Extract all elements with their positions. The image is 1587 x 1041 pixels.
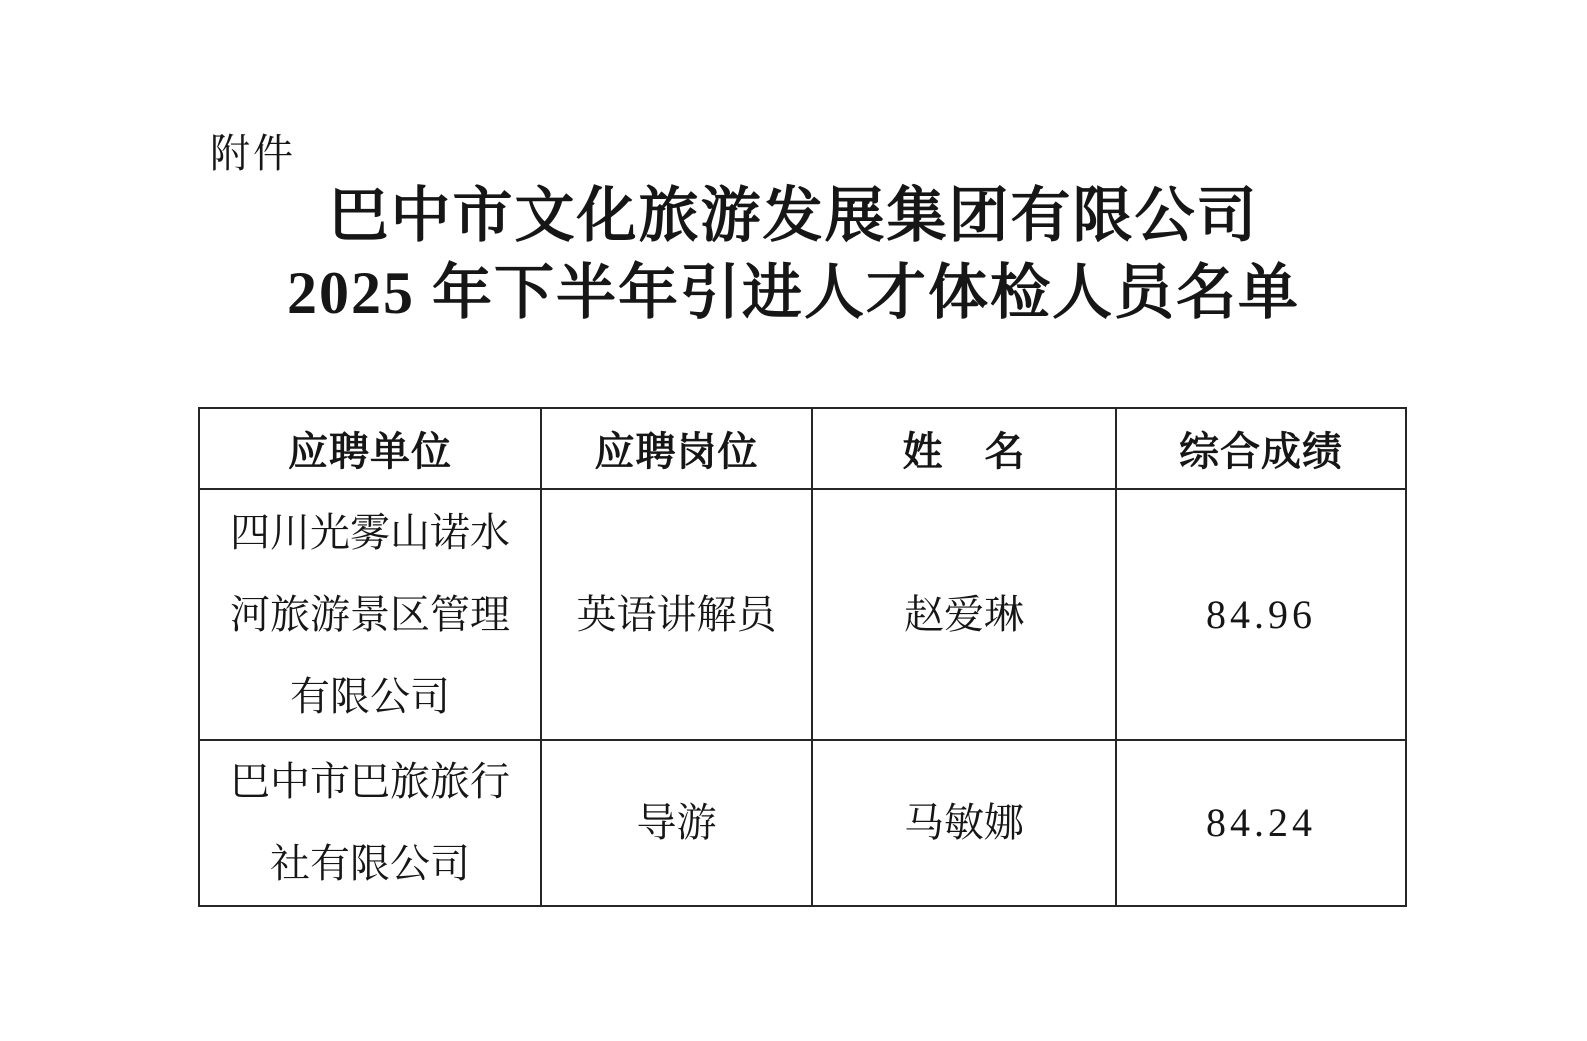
table-header-row — [199, 408, 1406, 489]
cell-unit: 四川光雾山诺水河旅游景区管理有限公司 — [199, 489, 541, 740]
cell-unit: 巴中市巴旅旅行社有限公司 — [199, 740, 541, 906]
cell-position: 导游 — [541, 740, 812, 906]
cell-score: 84.96 — [1116, 489, 1406, 740]
attachment-label: 附件 — [210, 132, 296, 176]
cell-score: 84.24 — [1116, 740, 1406, 906]
cell-name: 马敏娜 — [812, 740, 1116, 906]
cell-name: 赵爱琳 — [812, 489, 1116, 740]
column-header-unit: 应聘单位 — [199, 408, 541, 489]
table-row — [199, 740, 1406, 906]
column-header-score: 综合成绩 — [1116, 408, 1406, 489]
document-title-line-1: 巴中市文化旅游发展集团有限公司 — [328, 183, 1259, 249]
candidates-table — [198, 407, 1407, 907]
cell-position: 英语讲解员 — [541, 489, 812, 740]
document-title — [0, 178, 1587, 332]
document-title-line-2: 2025 年下半年引进人才体检人员名单 — [287, 260, 1300, 326]
column-header-position: 应聘岗位 — [541, 408, 812, 489]
table-row — [199, 489, 1406, 740]
column-header-name: 姓 名 — [812, 408, 1116, 489]
